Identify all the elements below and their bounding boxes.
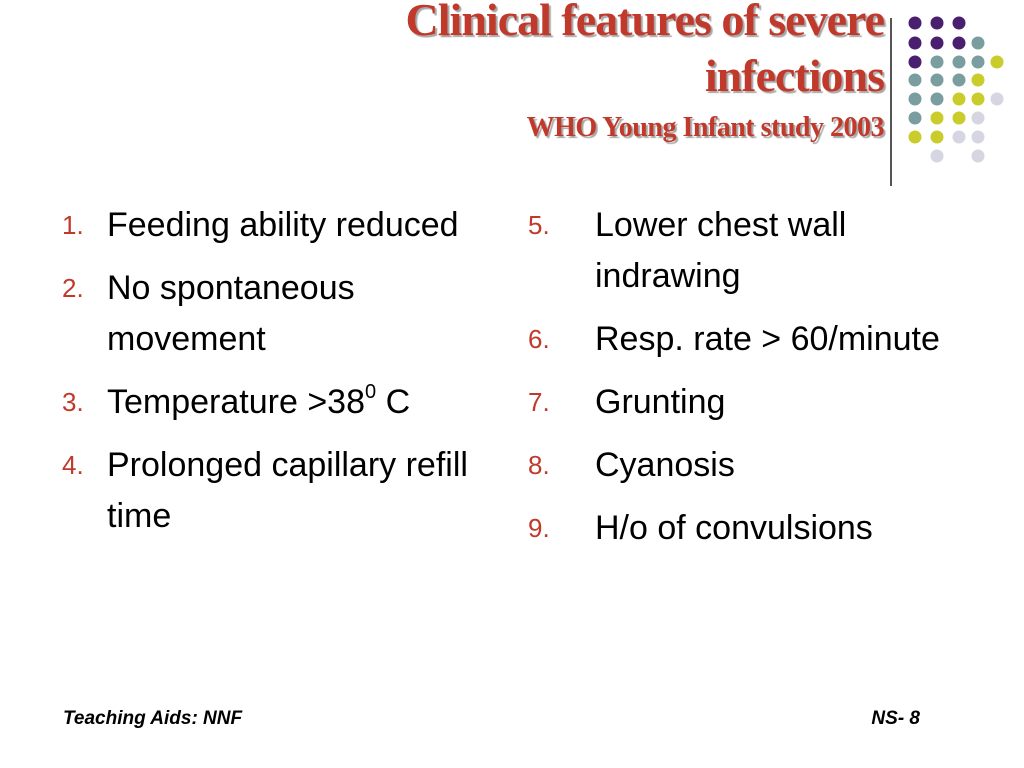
footer-source: Teaching Aids: NNF: [63, 708, 243, 729]
list-number: 9.: [528, 513, 550, 543]
list-text: Temperature >38: [107, 383, 365, 421]
list-number: 1.: [62, 210, 84, 240]
list-item: [528, 440, 948, 491]
dot: [931, 131, 944, 144]
dot: [972, 150, 985, 163]
dot: [972, 74, 985, 87]
list-number: 4.: [62, 450, 84, 480]
dot: [953, 17, 966, 30]
dot: [953, 56, 966, 69]
dot: [991, 93, 1004, 106]
dot: [909, 56, 922, 69]
list-number: 3.: [62, 387, 84, 417]
dot: [931, 150, 944, 163]
dot: [931, 74, 944, 87]
title-line: Clinical features of severe: [405, 0, 884, 45]
dot: [972, 112, 985, 125]
decorative-dot-grid: [0, 0, 1024, 180]
dot: [931, 37, 944, 50]
list-text: Resp. rate > 60/minute: [595, 320, 940, 358]
dot: [931, 93, 944, 106]
list-number: 8.: [528, 450, 550, 480]
dot: [909, 93, 922, 106]
list-item: [62, 440, 492, 542]
list-text: H/o of convulsions: [595, 509, 873, 547]
dot: [953, 37, 966, 50]
list-text: Lower chest wall indrawing: [595, 206, 847, 295]
slide-subtitle: WHO Young Infant study 2003: [526, 112, 884, 143]
dot: [909, 112, 922, 125]
footer-slide-number: NS- 8: [871, 708, 920, 729]
dot: [909, 37, 922, 50]
title-line: infections: [704, 50, 884, 101]
dot: [953, 131, 966, 144]
dot: [909, 131, 922, 144]
list-item: [528, 200, 948, 302]
dot: [931, 17, 944, 30]
features-list-right: [528, 200, 948, 566]
list-text: Grunting: [595, 383, 726, 421]
list-text-suffix: C: [376, 383, 411, 421]
dot: [972, 131, 985, 144]
list-item: [528, 377, 948, 428]
dot: [909, 74, 922, 87]
list-item: [62, 377, 492, 428]
dot: [972, 93, 985, 106]
dot-grid-group: [909, 17, 1004, 163]
dot: [931, 56, 944, 69]
list-item: [528, 503, 948, 554]
list-text: Prolonged capillary refill time: [107, 446, 468, 535]
dot: [953, 93, 966, 106]
list-text: No spontaneous movement: [107, 269, 355, 358]
dot: [972, 56, 985, 69]
list-item: [62, 263, 492, 365]
list-item: [528, 314, 948, 365]
features-list-left: [62, 200, 492, 554]
list-number: 5.: [528, 210, 550, 240]
list-number: 7.: [528, 387, 550, 417]
dot: [909, 17, 922, 30]
list-text: Feeding ability reduced: [107, 206, 459, 244]
dot: [953, 74, 966, 87]
dot: [991, 56, 1004, 69]
list-item: [62, 200, 492, 251]
degree-superscript: 0: [365, 380, 377, 403]
list-number: 2.: [62, 273, 84, 303]
dot: [972, 37, 985, 50]
list-number: 6.: [528, 324, 550, 354]
list-text: Cyanosis: [595, 446, 735, 484]
dot: [931, 112, 944, 125]
dot: [953, 112, 966, 125]
